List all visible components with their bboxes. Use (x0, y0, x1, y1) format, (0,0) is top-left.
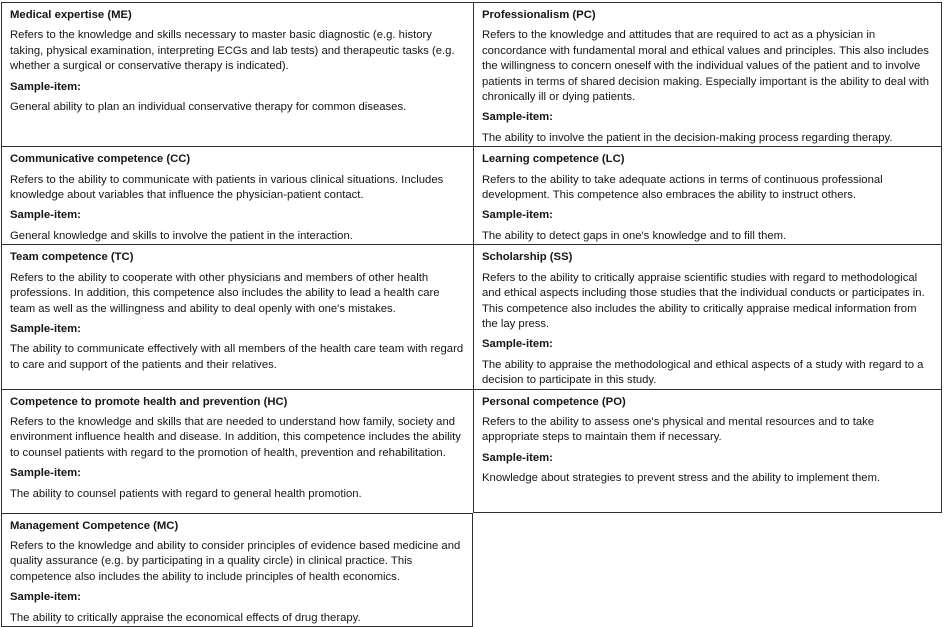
competence-title: Scholarship (SS) (482, 251, 573, 264)
competence-description: Refers to the ability to assess one's physical and mental resources and to take appropriate steps to maintain them if necessary. (482, 415, 875, 444)
competence-title: Personal competence (PO) (482, 395, 626, 408)
competence-cell-personal-competence (473, 389, 942, 513)
competence-title: Competence to promote health and prevention (HC) (10, 395, 288, 408)
sample-item-label: Sample-item: (10, 80, 81, 93)
sample-item-text: The ability to involve the patient in the decision-making process regarding therapy. (482, 131, 893, 144)
competence-title: Management Competence (MC) (10, 519, 179, 532)
competence-description: Refers to the ability to critically appraise scientific studies with regard to methodological and ethical aspects including those studies that the individual conducts or participates in. This competence also includes the ability to critically appraise medical information from the lay press. (482, 271, 925, 330)
sample-item-label: Sample-item: (482, 451, 553, 464)
sample-item-label: Sample-item: (482, 338, 553, 351)
competence-cell-professionalism (473, 2, 942, 146)
sample-item-text: The ability to critically appraise the economical effects of drug therapy. (10, 611, 361, 624)
sample-item-text: The ability to counsel patients with regard to general health promotion. (10, 487, 362, 500)
empty-cell (473, 513, 942, 627)
competence-description: Refers to the ability to communicate with patients in various clinical situations. Includes knowledge about variables that influence the physician-patient contact. (10, 173, 444, 202)
sample-item-text: General ability to plan an individual conservative therapy for common diseases. (10, 101, 407, 114)
competence-title: Professionalism (PC) (482, 9, 596, 21)
competence-description: Refers to the knowledge and skills necessary to master basic diagnostic (e.g. history taking, physical examination, interpreting ECGs and lab tests) and therapeutic tasks (e.g. whether a surgical or conservative therapy is indicated). (10, 29, 455, 73)
competence-cell-scholarship (473, 244, 942, 388)
sample-item-label: Sample-item: (482, 209, 553, 222)
sample-item-text: The ability to detect gaps in one's knowledge and to fill them. (482, 229, 787, 242)
sample-item-label: Sample-item: (10, 209, 81, 222)
competence-definition-table (1, 2, 942, 627)
competence-description: Refers to the knowledge and skills that are needed to understand how family, society and environment influence health and disease. In addition, this competence includes the ability to counsel patients with regard to the promotion of health, prevention and rehabilitation. (10, 415, 461, 459)
competence-description: Refers to the knowledge and ability to consider principles of evidence based medicine and quality assurance (e.g. by participating in a quality circle) in clinical practice. This competence also includes the ability to include principles of health economics. (10, 539, 461, 583)
sample-item-label: Sample-item: (10, 322, 81, 335)
sample-item-text: General knowledge and skills to involve the patient in the interaction. (10, 229, 353, 242)
competence-cell-health-promotion (1, 389, 473, 513)
competence-title: Communicative competence (CC) (10, 153, 191, 166)
competence-cell-learning-competence (473, 146, 942, 244)
competence-cell-communicative-competence (1, 146, 473, 244)
sample-item-text: Knowledge about strategies to prevent stress and the ability to implement them. (482, 472, 881, 485)
competence-description: Refers to the ability to take adequate actions in terms of continuous professional development. This competence also embraces the ability to instruct others. (482, 173, 883, 202)
competence-title: Medical expertise (ME) (10, 9, 132, 21)
competence-cell-team-competence (1, 244, 473, 388)
sample-item-label: Sample-item: (10, 467, 81, 480)
competence-description: Refers to the knowledge and attitudes that are required to act as a physician in concordance with fundamental moral and ethical values and principles. This also includes the willingness to concern oneself with the individual values of the patient and to involve patients in terms of shared decision making. Especially important is the ability to deal with chronically ill or dying patients. (482, 29, 930, 104)
sample-item-text: The ability to appraise the methodological and ethical aspects of a study with regard to a decision to participate in this study. (482, 358, 924, 387)
competence-title: Team competence (TC) (10, 251, 134, 264)
competence-cell-management-competence (1, 513, 473, 627)
competence-title: Learning competence (LC) (482, 153, 625, 166)
competence-description: Refers to the ability to cooperate with other physicians and members of other health professions. In addition, this competence also includes the ability to lead a health care team as well as the willingness and ability to deal openly with one's mistakes. (10, 271, 440, 315)
sample-item-label: Sample-item: (10, 591, 81, 604)
sample-item-text: The ability to communicate effectively with all members of the health care team with regard to care and support of the patients and their relatives. (10, 343, 464, 371)
sample-item-label: Sample-item: (482, 111, 553, 124)
competence-cell-medical-expertise (1, 2, 473, 146)
